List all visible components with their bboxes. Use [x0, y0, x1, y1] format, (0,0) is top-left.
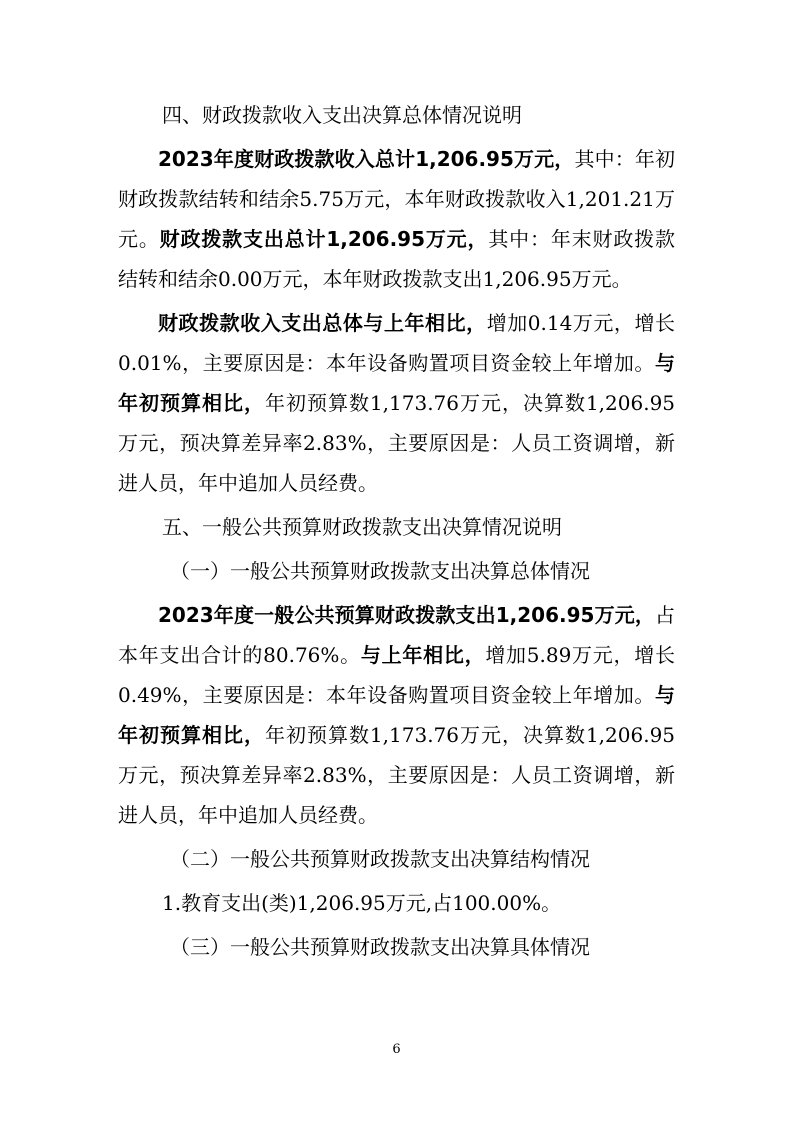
list-item: 1.教育支出(类)1,206.95万元,占100.00%。: [162, 891, 562, 915]
bold-text: 2023年度财政拨款收入总计1,206.95万元，: [158, 147, 575, 171]
section-5-sub-1-heading: （一）一般公共预算财政拨款支出决算总体情况: [170, 559, 590, 583]
body-text: 年初预算数1,173.76万元，决算数1,206.95万元，预决算差异率2.83%，主要原因是：人员工资调增，新进人员，年中追加人员经费。: [118, 391, 676, 495]
section-5-heading: 五、一般公共预算财政拨款支出决算情况说明: [162, 515, 562, 539]
paragraph-revenue-expenditure-total: [118, 139, 675, 299]
body-text: 其中：年末财政拨款结转和结余0.00万元，本年财政拨款支出1,206.95万元。: [118, 227, 675, 291]
bold-text: 财政拨款支出总计1,206.95万元，: [159, 227, 489, 251]
body-text: 年初预算数1,173.76万元，决算数1,206.95万元，预决算差异率2.83%，主要原因是：人员工资调增，新进人员，年中追加人员经费。: [118, 723, 676, 827]
bold-text: 与年初预算相比，: [118, 683, 675, 747]
bold-text: 与上年相比，: [360, 643, 486, 667]
body-text: 占本年支出合计的80.76%。: [118, 603, 675, 667]
body-text: 其中：年初财政拨款结转和结余5.75万元，本年财政拨款收入1,201.21万元。: [118, 147, 676, 251]
section-4-heading: 四、财政拨款收入支出决算总体情况说明: [162, 103, 522, 127]
paragraph-comparison: [118, 303, 675, 503]
section-5-sub-2-heading: （二）一般公共预算财政拨款支出决算结构情况: [170, 847, 590, 871]
body-text: 增加5.89万元，增长0.49%，主要原因是：本年设备购置项目资金较上年增加。: [118, 643, 675, 707]
body-text: 增加0.14万元，增长0.01%，主要原因是：本年设备购置项目资金较上年增加。: [118, 311, 676, 375]
bold-text: 财政拨款收入支出总体与上年相比，: [158, 311, 487, 335]
section-5-sub-3-heading: （三）一般公共预算财政拨款支出决算具体情况: [170, 935, 590, 959]
bold-text: 与年初预算相比，: [118, 351, 675, 415]
bold-text: 2023年度一般公共预算财政拨款支出1,206.95万元，: [158, 603, 655, 627]
paragraph-general-budget-total: [118, 595, 675, 835]
page-number: 6: [392, 1042, 401, 1057]
document-body: [118, 95, 675, 971]
